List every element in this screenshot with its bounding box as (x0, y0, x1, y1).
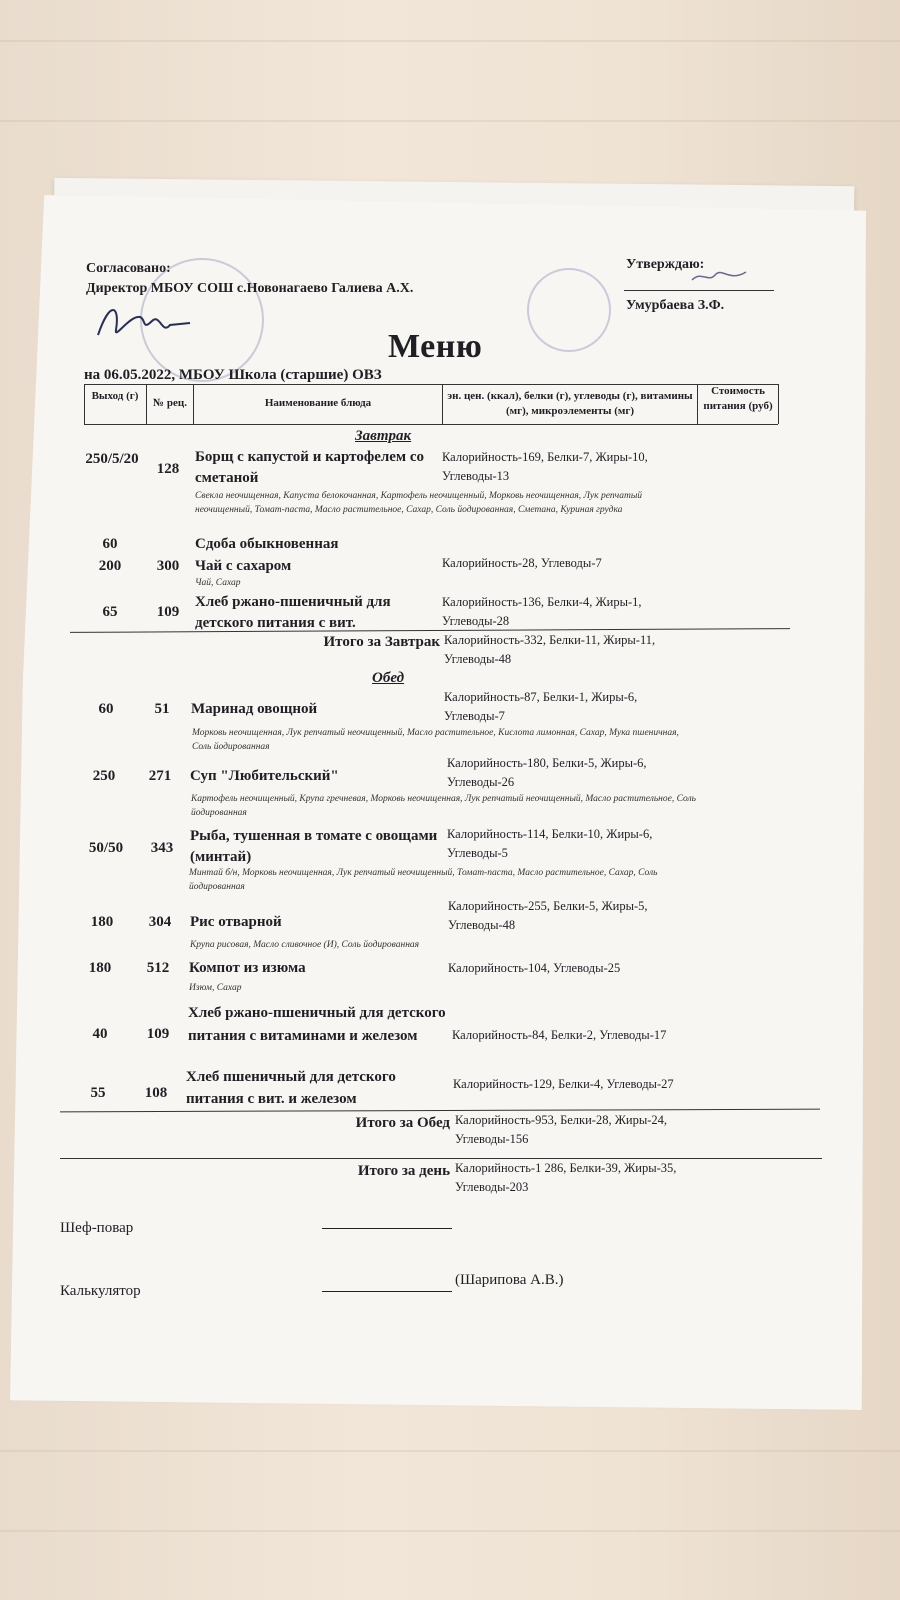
row-dish-name: Суп "Любительский" (190, 768, 339, 784)
row-dish-name: Рыба, тушенная в томате с овощами (минтай) (190, 828, 438, 865)
calculator-name: (Шарипова А.В.) (455, 1272, 564, 1288)
row-nutrition: Калорийность-28, Углеводы-7 (442, 556, 602, 570)
row-ingredients: Минтай б/н, Морковь неочищенная, Лук репчатый неочищенный, Томат-паста, Масло растительное, Сахар, Соль йодированная (189, 868, 658, 892)
lunch-total-label: Итого за Обед (355, 1115, 450, 1131)
row-recipe: 128 (156, 461, 180, 477)
row-dish-name: Рис отварной (190, 914, 282, 930)
row-ingredients: Свекла неочищенная, Капуста белокочанная, Картофель неочищенный, Морковь неочищенная, Лук репчатый неочищенный, Томат-паста, Масло растительное, Сахар, Соль йодированная, Сметана, Куриная грудка (195, 491, 643, 515)
row-output: 60 (98, 701, 114, 717)
row-nutrition: Калорийность-84, Белки-2, Углеводы-17 (452, 1028, 667, 1042)
lunch-total-value: Калорийность-953, Белки-28, Жиры-24, Углеводы-156 (455, 1113, 668, 1146)
row-dish-name: Маринад овощной (191, 701, 318, 717)
row-recipe: 343 (150, 840, 174, 856)
section-breakfast: Завтрак (355, 428, 412, 444)
row-recipe: 271 (148, 768, 172, 784)
director-line: Директор МБОУ СОШ с.Новонагаево Галиева А.Х. (86, 281, 414, 296)
row-nutrition: Калорийность-136, Белки-4, Жиры-1, Углеводы-28 (442, 595, 642, 628)
row-ingredients: Картофель неочищенный, Крупа гречневая, Морковь неочищенная, Лук репчатый неочищенный, Масло растительное, Соль йодированная (191, 794, 696, 818)
row-nutrition: Калорийность-180, Белки-5, Жиры-6, Углеводы-26 (447, 756, 647, 789)
day-total-value: Калорийность-1 286, Белки-39, Жиры-35, Углеводы-203 (455, 1161, 677, 1194)
page-title: Меню (388, 328, 483, 365)
row-output: 60 (102, 536, 118, 552)
row-ingredients: Крупа рисовая, Масло сливочное (И), Соль йодированная (190, 940, 420, 950)
row-output: 250/5/20 (85, 451, 139, 467)
right-stamp (527, 268, 611, 352)
row-recipe: 109 (156, 604, 180, 620)
row-dish-name: Сдоба обыкновенная (195, 536, 339, 552)
row-dish-name: Хлеб ржано-пшеничный для детского питания с витаминами и железом (188, 1005, 446, 1044)
agreed-label: Согласовано: (86, 261, 171, 276)
row-recipe: 304 (148, 914, 172, 930)
section-lunch: Обед (372, 670, 405, 686)
row-dish-name: Хлеб пшеничный для детского питания с вит. и железом (186, 1069, 396, 1107)
row-recipe: 51 (154, 701, 170, 717)
row-output: 250 (92, 768, 116, 784)
col-cost: Стоимость питания (руб) (703, 385, 773, 412)
row-output: 200 (98, 558, 122, 574)
row-output: 65 (102, 604, 118, 620)
row-recipe: 300 (156, 558, 180, 574)
row-dish-name: Чай с сахаром (195, 558, 292, 574)
col-name: Наименование блюда (264, 397, 372, 409)
approve-label: Утверждаю: (626, 257, 705, 272)
col-output: Выход (г) (91, 390, 139, 402)
col-recipe: № рец. (153, 397, 187, 409)
row-recipe: 512 (146, 960, 170, 976)
approver-name: Умурбаева З.Ф. (626, 298, 725, 313)
row-ingredients: Чай, Сахар (195, 578, 241, 588)
row-output: 55 (90, 1085, 106, 1101)
director-signature (90, 295, 200, 345)
row-nutrition: Калорийность-129, Белки-4, Углеводы-27 (453, 1077, 674, 1091)
col-nutrition: эн. цен. (ккал), белки (г), углеводы (г), витамины (мг), микроэлементы (мг) (447, 390, 693, 417)
row-dish-name: Хлеб ржано-пшеничный для детского питания с вит. (195, 594, 391, 631)
row-ingredients: Морковь неочищенная, Лук репчатый неочищенный, Масло растительное, Кислота лимонная, Сахар, Мука пшеничная, Соль йодированная (192, 728, 679, 752)
calculator-label: Калькулятор (60, 1283, 141, 1299)
breakfast-total-label: Итого за Завтрак (323, 634, 440, 650)
row-nutrition: Калорийность-104, Углеводы-25 (448, 961, 621, 975)
breakfast-total-value: Калорийность-332, Белки-11, Жиры-11, Углеводы-48 (444, 633, 656, 666)
row-recipe: 109 (146, 1026, 170, 1042)
row-nutrition: Калорийность-169, Белки-7, Жиры-10, Углеводы-13 (442, 450, 648, 483)
row-output: 50/50 (88, 840, 124, 856)
chef-label: Шеф-повар (60, 1220, 134, 1236)
row-ingredients: Изюм, Сахар (189, 983, 242, 993)
row-output: 180 (90, 914, 114, 930)
row-nutrition: Калорийность-255, Белки-5, Жиры-5, Углеводы-48 (448, 899, 648, 932)
row-recipe: 108 (144, 1085, 168, 1101)
row-output: 40 (92, 1026, 108, 1042)
row-output: 180 (88, 960, 112, 976)
day-total-label: Итого за день (357, 1163, 450, 1179)
row-nutrition: Калорийность-87, Белки-1, Жиры-6, Углеводы-7 (444, 690, 638, 723)
row-dish-name: Борщ с капустой и картофелем со сметаной (195, 449, 425, 486)
row-nutrition: Калорийность-114, Белки-10, Жиры-6, Углеводы-5 (447, 827, 653, 860)
menu-subtitle: на 06.05.2022, МБОУ Школа (старшие) ОВЗ (84, 367, 382, 383)
row-dish-name: Компот из изюма (189, 960, 306, 976)
